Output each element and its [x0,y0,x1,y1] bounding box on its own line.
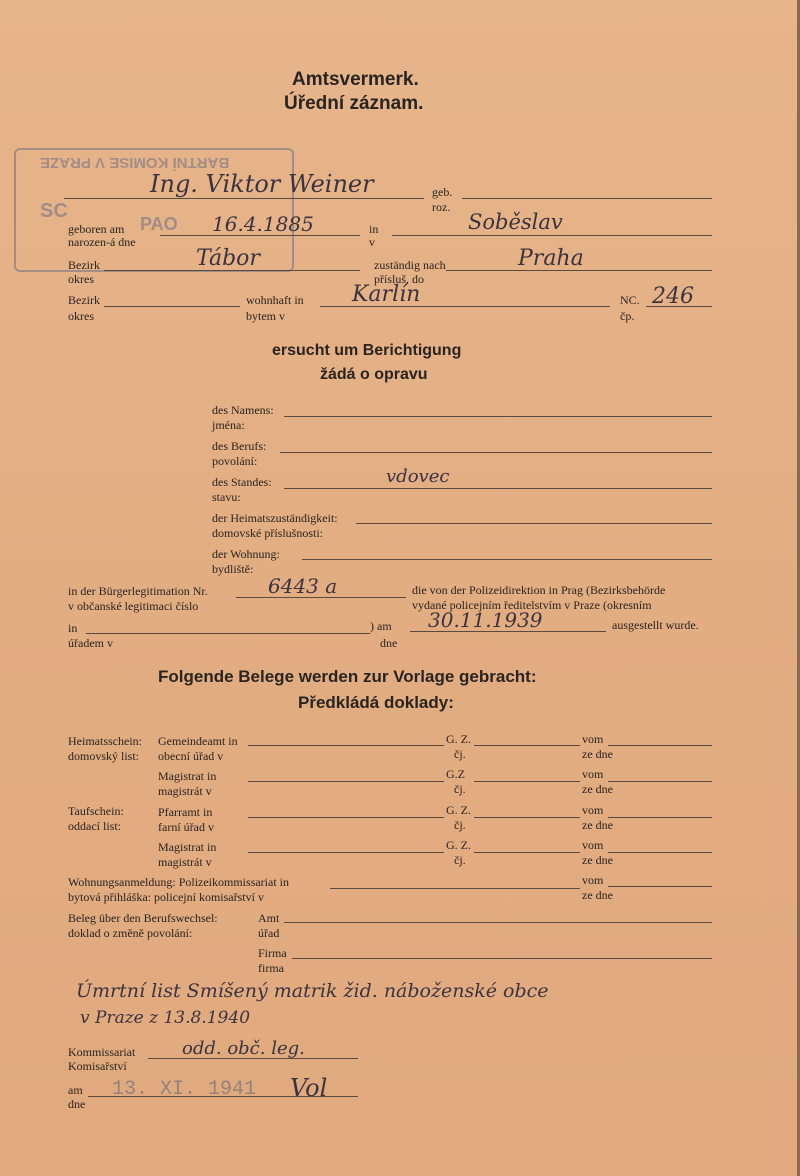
legit-issued-de: die von der Polizeidirektion in Prag (Bezirksbehörde [412,583,666,597]
legit-in-cz: úřadem v [68,636,113,650]
cj-label-1: čj. [454,747,466,761]
legit-am-de: ) am [370,619,392,633]
amt-line [284,922,712,923]
date-stamp: 13. XI. 1941 [112,1078,257,1101]
legit-ausgestellt: ausgestellt wurde. [612,618,699,632]
bezirk2-line [104,306,240,307]
gz-line-3 [474,817,580,818]
cj-label-2: čj. [454,782,466,796]
magistrat-label-cz-1: magistrát v [158,784,212,798]
berufs-line [280,452,712,453]
prislus-label: přísluš. do [374,272,425,286]
firma-line [292,958,712,959]
stamp-code-2: PAO [140,214,178,234]
title-german: Amtsvermerk. [292,69,419,90]
zedne-label-1: ze dne [582,747,613,761]
gz-label-4: G. Z. [446,838,471,852]
komm-label-cz: Komisařství [68,1059,127,1073]
house-number: 246 [652,284,694,309]
gemeindeamt-line [248,745,444,746]
bezirk-label-cz: okres [68,272,94,286]
residence-line [320,306,610,307]
stamp-text: BARTNÍ KOMISE V PRAZE [40,154,230,171]
gemeindeamt-label-de: Gemeindeamt in [158,734,238,748]
namens-line [284,416,712,417]
legit-nr-line [236,597,406,598]
komm-value: odd. obč. leg. [182,1038,305,1059]
roz-label: roz. [432,200,451,214]
namens-label-de: des Namens: [212,403,274,417]
zustandig-label: zuständig nach [374,258,446,272]
magistrat-line-1 [248,781,444,782]
vom-label-5: vom [582,873,604,887]
urad-label: úřad [258,926,280,940]
standes-value: vdovec [386,466,450,487]
gz-label-3: G. Z. [446,803,471,817]
firma-label-cz: firma [258,961,284,975]
vom-label-2: vom [582,767,604,781]
vom-label-1: vom [582,732,604,746]
am-label: am [68,1083,83,1097]
beruf-label-cz: doklad o změně povolání: [68,926,193,940]
standes-line [284,488,712,489]
taufschein-label-de: Taufschein: [68,804,124,818]
vom-line-5 [608,886,712,887]
vom-line-2 [608,781,712,782]
legit-date-line [410,631,606,632]
zedne-label-4: ze dne [582,853,613,867]
cj-label-3: čj. [454,818,466,832]
magistrat-label-cz-2: magistrát v [158,855,212,869]
birthplace: Soběslav [468,210,563,234]
heimat-label-cz: domovské příslušnosti: [212,526,324,540]
heimat-label-de: der Heimatszuständigkeit: [212,511,338,525]
born-label-de: geboren am [68,222,125,236]
cp-label: čp. [620,309,635,323]
standes-label-de: des Standes: [212,475,272,489]
bezirk2-label-de: Bezirk [68,293,100,307]
vom-line-3 [608,817,712,818]
legit-in-de: in [68,621,78,635]
vom-label-4: vom [582,838,604,852]
request-heading-de: ersucht um Berichtigung [272,342,462,359]
v-label: v [369,235,375,249]
wohnhaft-label: wohnhaft in [246,293,304,307]
gz-line-4 [474,852,580,853]
domicile: Praha [518,246,584,271]
district-line [104,270,360,271]
komm-label-de: Kommissariat [68,1045,136,1059]
wohnungsanm-label-de: Wohnungsanmeldung: Polizeikommissariat in [68,875,290,889]
domicile-line [446,270,712,271]
request-heading-cz: žádá o opravu [320,366,428,383]
born-line [160,235,360,236]
beruf-label-de: Beleg über den Berufswechsel: [68,911,218,925]
heimat-line [356,523,712,524]
gz-label-2: G.Z [446,767,465,781]
standes-label-cz: stavu: [212,490,241,504]
wohnungsanm-line [330,888,580,889]
stamp-code: SC [40,200,68,222]
magistrat-label-de-1: Magistrat in [158,769,217,783]
legit-issued-cz: vydané policejním ředitelstvím v Praze (okresním [412,598,652,612]
pfarramt-label-cz: farní úřad v [158,820,214,834]
district: Tábor [196,246,260,271]
am-line [88,1096,358,1097]
birthplace-line [392,235,712,236]
vom-label-3: vom [582,803,604,817]
cj-label-4: čj. [454,853,466,867]
title-czech: Úřední záznam. [284,93,424,114]
vom-line-4 [608,852,712,853]
magistrat-label-de-2: Magistrat in [158,840,217,854]
berufs-label-de: des Berufs: [212,439,267,453]
zedne-label-3: ze dne [582,818,613,832]
heimatschein-label-cz: domovský list: [68,749,140,763]
magistrat-line-2 [248,852,444,853]
docs-heading-cz: Předkládá doklady: [298,693,454,712]
namens-label-cz: jména: [212,418,245,432]
geb-label: geb. [432,185,453,199]
in-label: in [369,222,379,236]
komm-line [148,1058,358,1059]
wohnung-label-cz: bydliště: [212,562,254,576]
dne-label: dne [68,1097,86,1111]
legit-nr-cz: v občanské legitimaci číslo [68,599,199,613]
wohnung-line [302,559,712,560]
legit-number: 6443 a [268,574,338,598]
note-line-1: Úmrtní list Smíšený matrik žid. náboženské obce [76,980,549,1002]
geb-line [462,198,712,199]
amt-label: Amt [258,911,280,925]
taufschein-label-cz: oddací list: [68,819,121,833]
bezirk-label-de: Bezirk [68,258,100,272]
signature: Vol [290,1074,328,1102]
house-line [646,306,712,307]
firma-label-de: Firma [258,946,287,960]
nc-label: NC. [620,293,640,307]
legit-nr-de: in der Bürgerlegitimation Nr. [68,584,208,598]
berufs-label-cz: povolání: [212,454,258,468]
docs-heading-de: Folgende Belege werden zur Vorlage gebracht: [158,667,537,686]
pfarramt-label-de: Pfarramt in [158,805,213,819]
zedne-label-2: ze dne [582,782,613,796]
born-date: 16.4.1885 [212,212,314,236]
pfarramt-line [248,817,444,818]
residence: Karlín [352,282,421,307]
gz-line-1 [474,745,580,746]
bytem-label: bytem v [246,309,285,323]
name-line [64,198,424,199]
zedne-label-5: ze dne [582,888,613,902]
wohnung-label-de: der Wohnung: [212,547,280,561]
legit-in-line [86,633,370,634]
gemeindeamt-label-cz: obecní úřad v [158,749,224,763]
gz-line-2 [474,781,580,782]
legit-date: 30.11.1939 [428,608,543,632]
bezirk2-label-cz: okres [68,309,94,323]
gz-label-1: G. Z. [446,732,471,746]
legit-am-cz: dne [380,636,398,650]
wohnungsanm-label-cz: bytová přihláška: policejní komisařství v [68,890,264,904]
person-name: Ing. Viktor Weiner [150,170,374,198]
heimatschein-label-de: Heimatsschein: [68,734,142,748]
vom-line-1 [608,745,712,746]
note-line-2: v Praze z 13.8.1940 [80,1008,251,1028]
born-label-cz: narozen-á dne [68,235,136,249]
